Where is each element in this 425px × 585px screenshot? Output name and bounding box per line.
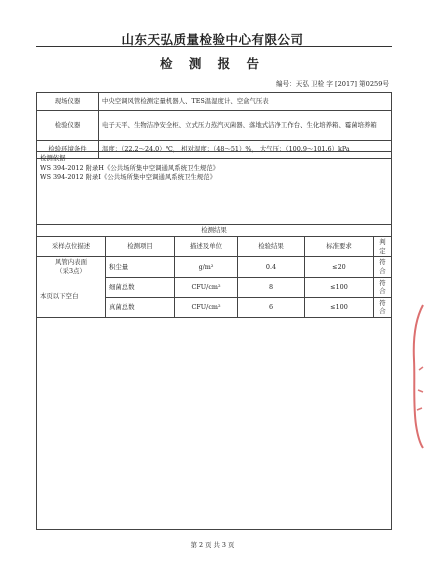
- org-title: 山东天弘质量检验中心有限公司: [121, 32, 304, 47]
- info-table: [36, 92, 392, 159]
- location-line: 风管内表面: [55, 258, 87, 267]
- unit-cell: CFU/cm²: [175, 297, 238, 317]
- item-cell: 积尘量: [106, 257, 175, 277]
- unit-cell: CFU/cm²: [175, 277, 238, 297]
- location-cell: [37, 257, 106, 318]
- header-location: 采样点位描述: [37, 237, 106, 257]
- results-table: [36, 224, 392, 318]
- lab-instrument-value: 电子天平、生物洁净安全柜、立式压力蒸汽灭菌器、落地式洁净工作台、生化培养箱、霉菌培养箱: [99, 111, 392, 141]
- serial-label: 编号：: [275, 80, 296, 88]
- basis-label: 检测依据: [40, 154, 66, 162]
- header-result: 检验结果: [238, 237, 305, 257]
- location-line: （采3点）: [56, 266, 86, 275]
- title-divider: [36, 46, 392, 47]
- item-cell: 细菌总数: [106, 277, 175, 297]
- blank-note: 本页以下空白: [40, 292, 79, 300]
- serial-value: 天弘 卫检 字 [2017] 第0259号: [295, 80, 389, 88]
- header-standard: 标准要求: [305, 237, 374, 257]
- standard-cell: ≤100: [305, 297, 374, 317]
- env-value: 温度：（22.2～24.0）℃， 相对湿度：（48～51）%， 大气压：（100.9～101.6）kPa: [99, 141, 392, 159]
- lab-instrument-label: 检验仪器: [37, 111, 99, 141]
- result-cell: 0.4: [238, 257, 305, 277]
- standard-cell: ≤20: [305, 257, 374, 277]
- header-item: 检测项目: [106, 237, 175, 257]
- item-cell: 真菌总数: [106, 297, 175, 317]
- instrument-label: 现场仪器: [37, 93, 99, 111]
- report-title: 检 测 报 告: [159, 56, 266, 71]
- results-title: 检测结果: [37, 225, 392, 237]
- result-cell: 8: [238, 277, 305, 297]
- basis-line: WS 394-2012 附录H《公共场所集中空调通风系统卫生规范》: [40, 163, 220, 172]
- verdict-cell: 符合: [374, 277, 392, 297]
- table-row: [37, 257, 392, 277]
- basis-line: WS 394-2012 附录I《公共场所集中空调通风系统卫生规范》: [40, 173, 216, 182]
- verdict-cell: 符合: [374, 257, 392, 277]
- header-verdict: 判定: [374, 237, 392, 257]
- instrument-value: 中央空调风管检测定量机器人、TES温湿度计、空盒气压表: [99, 93, 392, 111]
- basis-section: [36, 151, 392, 225]
- header-unit: 描述及单位: [175, 237, 238, 257]
- verdict-cell: 符合: [374, 297, 392, 317]
- serial-number: [276, 78, 389, 88]
- page-number: 第 2 页 共 3 页: [190, 541, 235, 549]
- seal-stamp-icon: [409, 300, 425, 450]
- env-label: 检验环境条件: [37, 141, 99, 159]
- unit-cell: g/m²: [175, 257, 238, 277]
- standard-cell: ≤100: [305, 277, 374, 297]
- result-cell: 6: [238, 297, 305, 317]
